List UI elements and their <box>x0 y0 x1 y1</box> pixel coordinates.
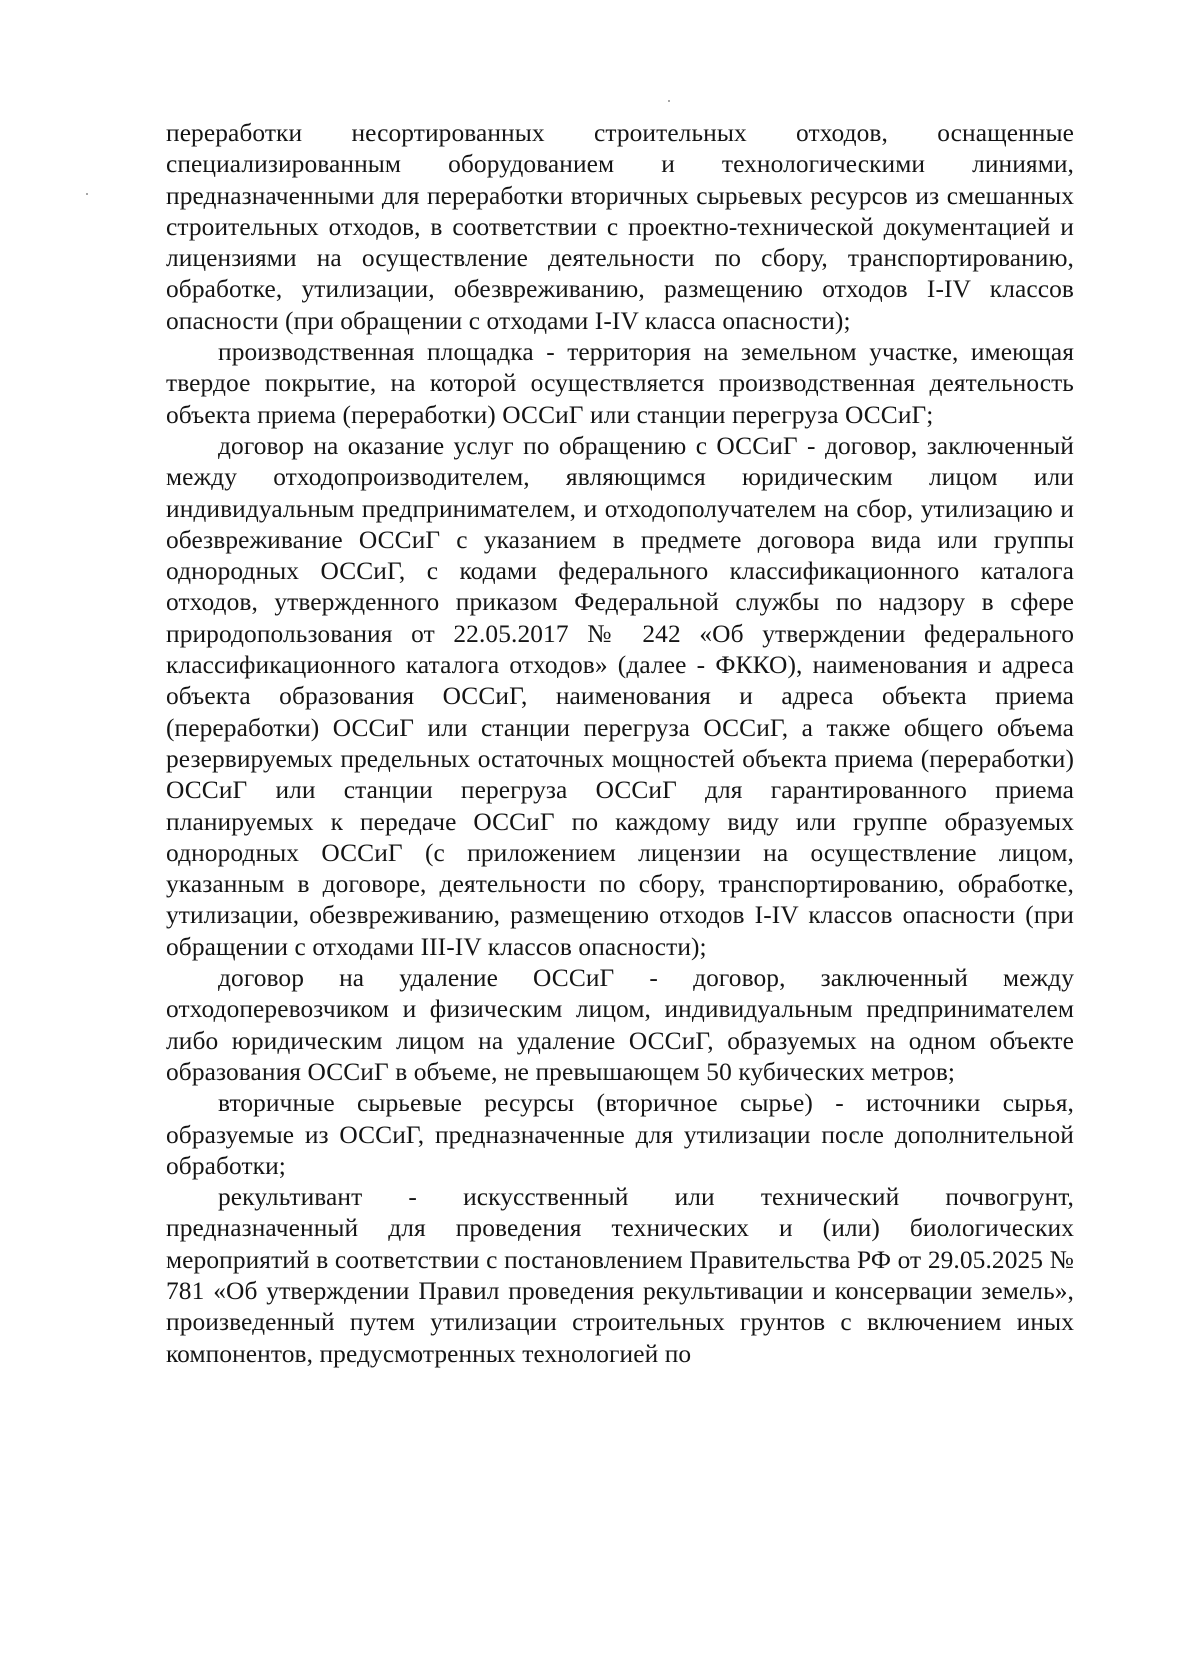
paragraph-production-site-definition: производственная площадка - территория на земельном участке, имеющая твердое покрытие, на которой осуществляется производственная деятельность объекта приема (переработки) ОССиГ или станции перегруза ОССиГ; <box>166 338 1074 429</box>
document-body <box>166 118 1074 1370</box>
scan-speck <box>86 193 88 195</box>
paragraph-secondary-resources-definition: вторичные сырьевые ресурсы (вторичное сырье) - источники сырья, образуемые из ОССиГ, предназначенные для утилизации после дополнительной обработки; <box>166 1089 1074 1180</box>
paragraph-removal-contract-definition: договор на удаление ОССиГ - договор, заключенный между отходоперевозчиком и физическим лицом, индивидуальным предпринимателем либо юридическим лицом на удаление ОССиГ, образуемых на одном объекте образования ОССиГ в объеме, не превышающем 50 кубических метров; <box>166 964 1074 1086</box>
paragraph-recultivant-definition: рекультивант - искусственный или технический почвогрунт, предназначенный для проведения технических и (или) биологических мероприятий в соответствии с постановлением Правительства РФ от 29.05.2025 № 781 «Об утверждении Правил проведения рекультивации и консервации земель», произведенный путем утилизации строительных грунтов с включением иных компонентов, предусмотренных технологией по <box>166 1183 1074 1368</box>
paragraph-processing-object-definition: переработки несортированных строительных отходов, оснащенные специализированным оборудованием и технологическими линиями, предназначенными для переработки вторичных сырьевых ресурсов из смешанных строительных отходов, в соответствии с проектно-технической документацией и лицензиями на осуществление деятельности по сбору, транспортированию, обработке, утилизации, обезвреживанию, размещению отходов I-IV классов опасности (при обращении с отходами I-IV класса опасности); <box>166 119 1074 335</box>
paragraph-service-contract-definition: договор на оказание услуг по обращению с ОССиГ - договор, заключенный между отходопроизводителем, являющимся юридическим лицом или индивидуальным предпринимателем, и отходополучателем на сбор, утилизацию и обезвреживание ОССиГ с указанием в предмете договора вида или группы однородных ОССиГ, с кодами федерального классификационного каталога отходов, утвержденного приказом Федеральной службы по надзору в сфере природопользования от 22.05.2017 № 242 «Об утверждении федерального классификационного каталога отходов» (далее - ФККО), наименования и адреса объекта образования ОССиГ, наименования и адреса объекта приема (переработки) ОССиГ или станции перегруза ОССиГ, а также общего объема резервируемых предельных остаточных мощностей объекта приема (переработки) ОССиГ или станции перегруза ОССиГ для гарантированного приема планируемых к передаче ОССиГ по каждому виду или группе образуемых однородных ОССиГ (с приложением лицензии на осуществление лицом, указанным в договоре, деятельности по сбору, транспортированию, обработке, утилизации, обезвреживанию, размещению отходов I-IV классов опасности (при обращении с отходами III-IV классов опасности); <box>166 431 1074 961</box>
scan-speck <box>668 100 670 102</box>
